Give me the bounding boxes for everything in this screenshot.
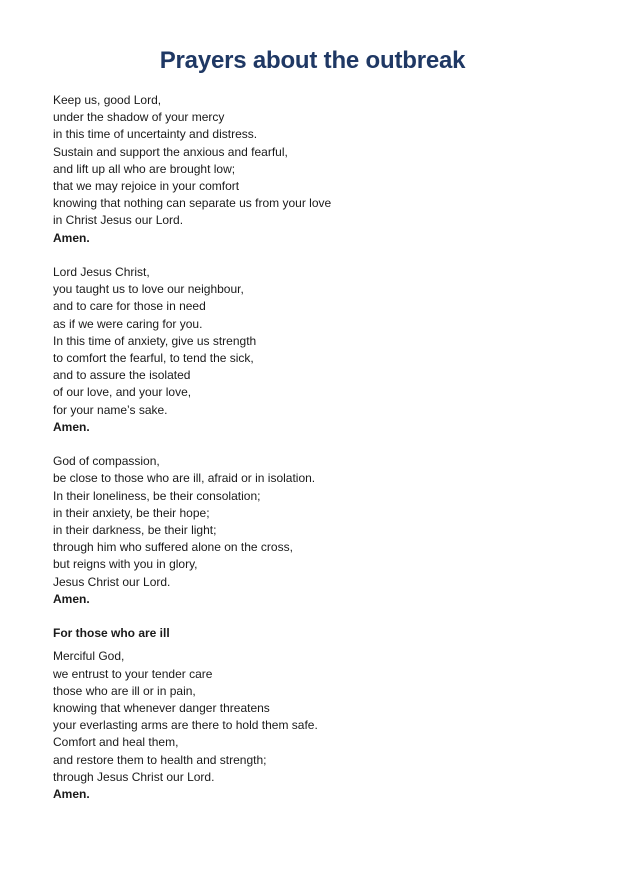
prayer-line: to comfort the fearful, to tend the sick, bbox=[53, 351, 254, 366]
prayer-line: Jesus Christ our Lord. bbox=[53, 574, 171, 589]
prayer-line: under the shadow of your mercy bbox=[53, 110, 225, 125]
page-title: Prayers about the outbreak bbox=[159, 47, 466, 74]
prayer-line: your everlasting arms are there to hold them safe. bbox=[53, 718, 318, 733]
prayer-line: in their anxiety, be their hope; bbox=[53, 505, 210, 520]
prayer-line: In this time of anxiety, give us strength bbox=[53, 333, 257, 348]
prayer-line: Lord Jesus Christ, bbox=[53, 265, 150, 280]
prayer-line: in their darkness, be their light; bbox=[53, 523, 217, 538]
prayer-line: that we may rejoice in your comfort bbox=[53, 179, 240, 194]
prayer-line: knowing that nothing can separate us from your love bbox=[53, 196, 332, 211]
paragraph-gap bbox=[53, 436, 593, 453]
prayer-line: Merciful God, bbox=[53, 649, 125, 664]
prayer-line: you taught us to love our neighbour, bbox=[53, 282, 244, 297]
prayer-line: be close to those who are ill, afraid or in isolation. bbox=[53, 471, 316, 486]
prayer-line: and restore them to health and strength; bbox=[53, 752, 267, 767]
paragraph-gap bbox=[53, 608, 593, 625]
prayer-line: Sustain and support the anxious and fearful, bbox=[53, 144, 288, 159]
prayer-line: for your name’s sake. bbox=[53, 402, 168, 417]
prayer-line: those who are ill or in pain, bbox=[53, 683, 196, 698]
prayer-2 bbox=[53, 264, 593, 436]
amen-line: Amen. bbox=[53, 230, 90, 245]
amen-line: Amen. bbox=[53, 419, 90, 434]
prayer-line: Keep us, good Lord, bbox=[53, 93, 162, 107]
prayer-line: God of compassion, bbox=[53, 454, 160, 469]
prayer-line: of our love, and your love, bbox=[53, 385, 192, 400]
paragraph-gap bbox=[53, 247, 593, 264]
prayer-line: we entrust to your tender care bbox=[53, 666, 213, 681]
section-heading: For those who are ill bbox=[53, 626, 170, 641]
prayer-line: in this time of uncertainty and distress. bbox=[53, 127, 258, 142]
prayer-line: through Jesus Christ our Lord. bbox=[53, 769, 215, 784]
prayer-3 bbox=[53, 453, 593, 608]
document-body bbox=[53, 92, 593, 803]
prayer-line: through him who suffered alone on the cross, bbox=[53, 540, 293, 555]
prayer-line: knowing that whenever danger threatens bbox=[53, 701, 270, 716]
prayer-for-the-ill bbox=[53, 625, 593, 803]
prayer-line: as if we were caring for you. bbox=[53, 316, 203, 331]
prayer-line: and to care for those in need bbox=[53, 299, 206, 314]
prayer-line: and lift up all who are brought low; bbox=[53, 161, 236, 176]
prayer-line: in Christ Jesus our Lord. bbox=[53, 213, 184, 228]
prayer-line: In their loneliness, be their consolation; bbox=[53, 488, 261, 503]
prayer-line: but reigns with you in glory, bbox=[53, 557, 198, 572]
prayer-line: Comfort and heal them, bbox=[53, 735, 179, 750]
prayer-1 bbox=[53, 92, 593, 247]
amen-line: Amen. bbox=[53, 591, 90, 606]
prayer-line: and to assure the isolated bbox=[53, 368, 191, 383]
amen-line: Amen. bbox=[53, 787, 90, 802]
